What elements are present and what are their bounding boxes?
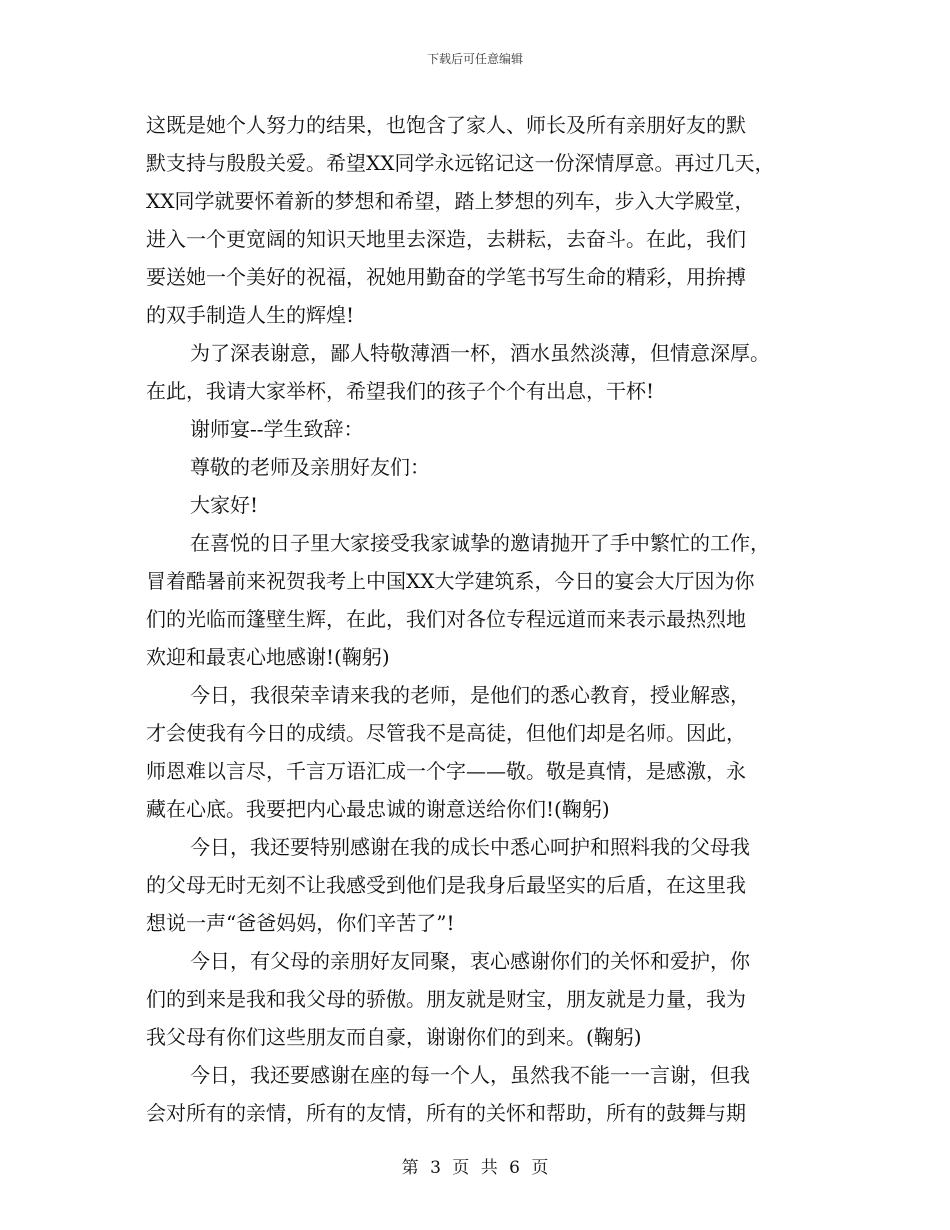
page-footer: 第 3 页 共 6 页 — [401, 1158, 549, 1178]
text-line: 的父母无时无刻不让我感受到他们是我身后最坚实的后盾，在这里我 — [146, 873, 746, 897]
text-line: 今日，有父母的亲朋好友同聚，衷心感谢你们的关怀和爱护，你 — [190, 949, 750, 973]
text-line: 们的光临而篷壁生辉，在此，我们对各位专程远道而来表示最热烈地 — [146, 607, 746, 631]
text-line: 尊敬的老师及亲朋好友们： — [190, 455, 430, 479]
text-line: 今日，我还要特别感谢在我的成长中悉心呵护和照料我的父母我 — [190, 835, 750, 859]
text-line: 我父母有你们这些朋友而自豪，谢谢你们的到来。(鞠躬) — [146, 1025, 642, 1049]
text-line: 会对所有的亲情，所有的友情，所有的关怀和帮助，所有的鼓舞与期 — [146, 1101, 746, 1125]
text-line: XX同学就要怀着新的梦想和希望，踏上梦想的列车，步入大学殿堂， — [146, 189, 755, 213]
text-line: 大家好! — [190, 493, 259, 517]
text-line: 师恩难以言尽，千言万语汇成一个字——敬。敬是真情，是感激，永 — [146, 759, 746, 783]
page-header: 下载后可任意编辑 — [426, 52, 523, 66]
text-line: 今日，我还要感谢在座的每一个人，虽然我不能一一言谢，但我 — [190, 1063, 750, 1087]
text-line: 这既是她个人努力的结果，也饱含了家人、师长及所有亲朋好友的默 — [146, 113, 746, 137]
document-body — [146, 106, 822, 1132]
text-line: 为了深表谢意，鄙人特敬薄酒一杯，酒水虽然淡薄，但情意深厚。 — [190, 341, 770, 365]
text-line: 冒着酷暑前来祝贺我考上中国XX大学建筑系，今日的宴会大厅因为你 — [146, 569, 755, 593]
text-line: 在此，我请大家举杯，希望我们的孩子个个有出息，干杯! — [146, 379, 655, 403]
text-line: 谢师宴--学生致辞： — [190, 417, 364, 441]
text-line: 想说一声“爸爸妈妈，你们辛苦了”! — [146, 911, 455, 935]
text-line: 今日，我很荣幸请来我的老师，是他们的悉心教育，授业解惑， — [190, 683, 750, 707]
text-line: 在喜悦的日子里大家接受我家诚挚的邀请抛开了手中繁忙的工作， — [190, 531, 770, 555]
text-line: 的双手制造人生的辉煌! — [146, 303, 355, 327]
text-line: 要送她一个美好的祝福，祝她用勤奋的学笔书写生命的精彩，用拚搏 — [146, 265, 746, 289]
text-line: 藏在心底。我要把内心最忠诚的谢意送给你们!(鞠躬) — [146, 797, 610, 821]
text-line: 默支持与殷殷关爱。希望XX同学永远铭记这一份深情厚意。再过几天， — [146, 151, 775, 175]
text-line: 进入一个更宽阔的知识天地里去深造，去耕耘，去奋斗。在此，我们 — [146, 227, 746, 251]
text-line: 欢迎和最衷心地感谢!(鞠躬) — [146, 645, 390, 669]
text-line: 才会使我有今日的成绩。尽管我不是高徒，但他们却是名师。因此， — [146, 721, 746, 745]
text-line: 们的到来是我和我父母的骄傲。朋友就是财宝，朋友就是力量，我为 — [146, 987, 746, 1011]
